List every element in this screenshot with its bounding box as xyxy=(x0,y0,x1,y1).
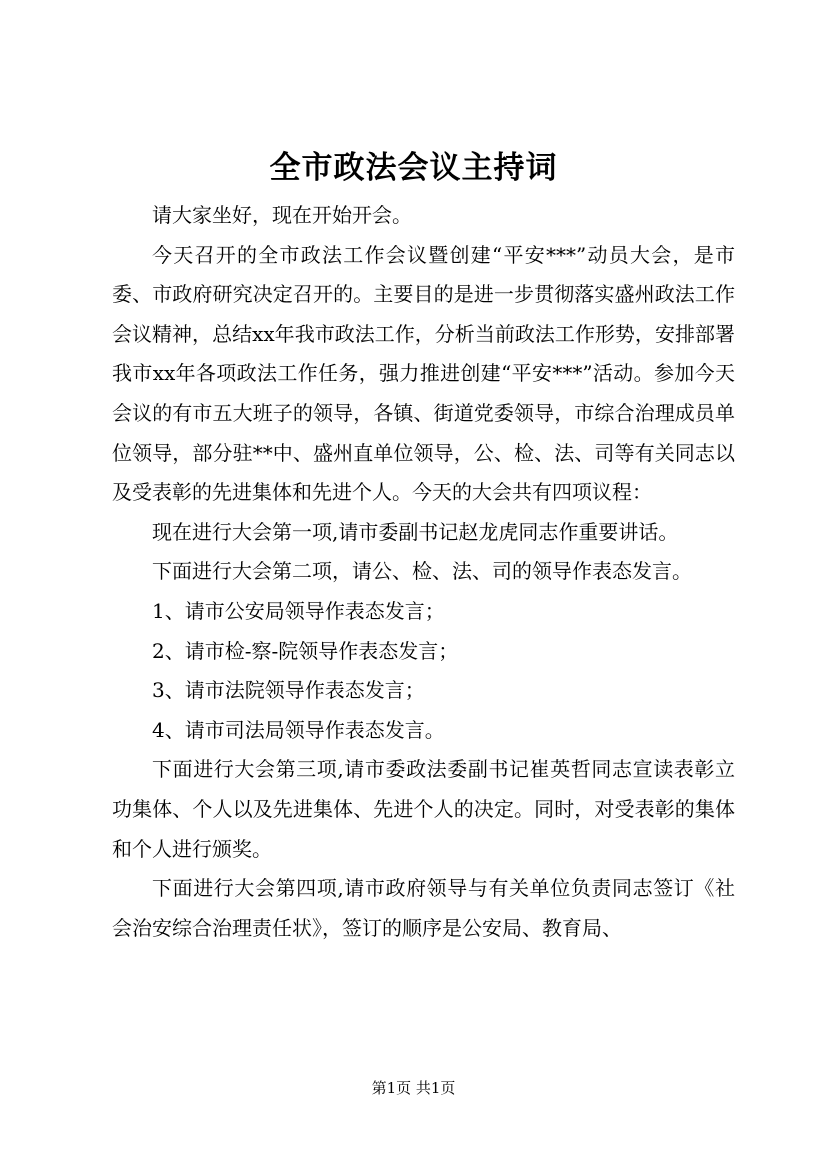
paragraph: 1、请市公安局领导作表态发言； xyxy=(152,598,445,623)
paragraph: 今天召开的全市政法工作会议暨创建“平安***”动员大会，是市委、市政府研究决定召开的。主要目的是进一步贯彻落实盛州政法工作会议精神，总结xx年我市政法工作，分析当前政法工作形势，安排部署我市xx年各项政法工作任务，强力推进创建“平安***”活动。参加今天会议的有市五大班子的领导，各镇、街道党委领导，市综合治理成员单位领导，部分驻**中、盛州直单位领导，公、检、法、司等有关同志以及受表彰的先进集体和先进个人。今天的大会共有四项议程： xyxy=(112,242,735,505)
paragraph: 2、请市检-察-院领导作表态发言； xyxy=(152,638,459,663)
page-number-footer: 第1页 共1页 xyxy=(371,1079,456,1097)
paragraph: 现在进行大会第一项,请市委副书记赵龙虎同志作重要讲话。 xyxy=(152,519,679,544)
paragraph: 下面进行大会第四项,请市政府领导与有关单位负责同志签订《社会治安综合治理责任状》，签订的顺序是公安局、教育局、 xyxy=(112,876,735,940)
document-body xyxy=(112,196,735,948)
paragraph: 下面进行大会第二项，请公、检、法、司的领导作表态发言。 xyxy=(152,559,692,584)
paragraph: 3、请市法院领导作表态发言； xyxy=(152,678,425,703)
document-title: 全市政法会议主持词 xyxy=(269,150,558,186)
paragraph: 4、请市司法局领导作表态发言。 xyxy=(152,717,445,742)
paragraph: 下面进行大会第三项,请市委政法委副书记崔英哲同志宣读表彰立功集体、个人以及先进集体、先进个人的决定。同时，对受表彰的集体和个人进行颁奖。 xyxy=(112,757,735,861)
paragraph: 请大家坐好，现在开始开会。 xyxy=(152,203,412,227)
